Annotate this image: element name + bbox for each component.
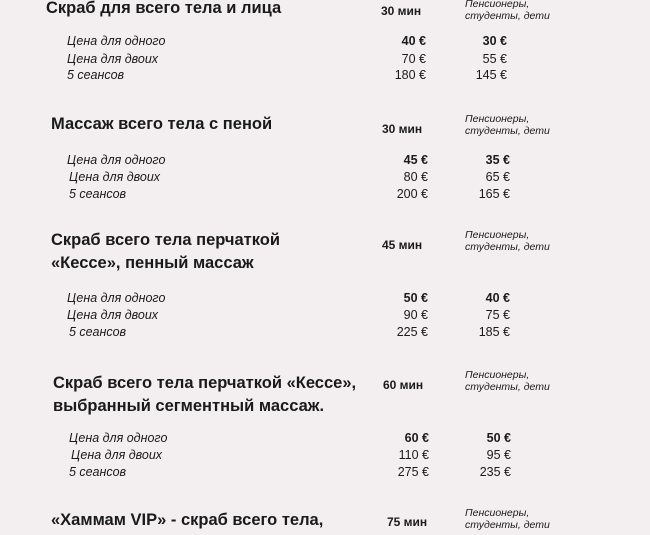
price-label: 5 сеансов <box>69 187 127 201</box>
price-label: 5 сеансов <box>69 465 127 479</box>
service-title <box>46 0 281 20</box>
price-row <box>0 464 650 481</box>
price-row <box>0 430 650 447</box>
price-value: 275 € <box>397 465 429 479</box>
price-value: 200 € <box>396 187 428 201</box>
price-value: 225 € <box>396 325 428 339</box>
price-value: 180 € <box>394 68 426 82</box>
discount-group-note <box>465 507 550 531</box>
price-value: 50 € <box>403 291 428 305</box>
discount-price-value: 95 € <box>486 448 511 462</box>
service-duration: 45 мин <box>382 238 423 252</box>
discount-price-value: 50 € <box>486 431 511 445</box>
discount-price-value: 75 € <box>485 308 510 322</box>
price-row <box>0 51 650 68</box>
discount-group-note <box>465 229 550 253</box>
service-title-line: Скраб всего тела перчаткой «Кессе», <box>53 374 357 392</box>
discount-price-value: 35 € <box>485 153 510 167</box>
discount-price-value: 65 € <box>485 170 510 184</box>
service-title-line: Массаж всего тела с пеной <box>51 115 273 133</box>
discount-group-note <box>465 0 550 22</box>
price-label: Цена для двоих <box>71 448 163 462</box>
note-line: студенты, дети <box>465 125 550 137</box>
discount-price-value: 235 € <box>479 465 511 479</box>
price-row <box>0 169 650 186</box>
discount-group-note <box>465 113 550 137</box>
note-line: студенты, дети <box>465 10 550 22</box>
note-line: Пенсионеры, <box>465 0 530 10</box>
note-line: студенты, дети <box>465 519 550 531</box>
price-label: Цена для двоих <box>67 308 159 322</box>
note-line: Пенсионеры, <box>465 369 530 381</box>
price-row <box>0 186 650 203</box>
price-row <box>0 152 650 169</box>
service-title <box>51 229 280 275</box>
price-value: 80 € <box>403 170 428 184</box>
price-value: 110 € <box>398 448 429 462</box>
discount-group-note <box>465 369 550 393</box>
price-row <box>0 33 650 50</box>
note-line: Пенсионеры, <box>465 229 530 241</box>
price-label: Цена для двоих <box>69 170 161 184</box>
service-title <box>53 372 356 418</box>
price-label: Цена для одного <box>67 34 166 48</box>
price-label: Цена для одного <box>67 153 166 167</box>
service-title <box>51 509 323 532</box>
service-title <box>51 113 272 136</box>
price-label: Цена для одного <box>69 431 168 445</box>
price-value: 40 € <box>401 34 426 48</box>
price-value: 60 € <box>404 431 429 445</box>
note-line: студенты, дети <box>465 241 550 253</box>
service-title-line: Скраб всего тела перчаткой <box>51 231 281 249</box>
service-title-line: Скраб для всего тела и лица <box>46 0 282 17</box>
note-line: Пенсионеры, <box>465 113 530 125</box>
price-row <box>0 324 650 341</box>
price-row <box>0 447 650 464</box>
price-label: Цена для одного <box>67 291 166 305</box>
service-title-line: «Хаммам VIP» - скраб всего тела, <box>51 511 324 529</box>
service-title-line: «Кессе», пенный массаж <box>51 254 254 272</box>
price-label: Цена для двоих <box>67 52 159 66</box>
service-title-line: выбранный сегментный массаж. <box>53 397 325 415</box>
service-duration: 60 мин <box>383 378 424 392</box>
note-line: студенты, дети <box>465 381 550 393</box>
discount-price-value: 40 € <box>485 291 510 305</box>
price-label: 5 сеансов <box>69 325 127 339</box>
discount-price-value: 30 € <box>482 34 507 48</box>
discount-price-value: 145 € <box>475 68 507 82</box>
price-value: 45 € <box>403 153 428 167</box>
note-line: Пенсионеры, <box>465 507 530 519</box>
price-value: 90 € <box>403 308 428 322</box>
discount-price-value: 55 € <box>482 52 507 66</box>
price-row <box>0 307 650 324</box>
price-label: 5 сеансов <box>67 68 125 82</box>
service-duration: 30 мин <box>381 4 422 18</box>
price-value: 70 € <box>401 52 426 66</box>
discount-price-value: 165 € <box>478 187 510 201</box>
discount-price-value: 185 € <box>478 325 510 339</box>
price-row <box>0 67 650 84</box>
service-duration: 75 мин <box>387 515 428 529</box>
price-row <box>0 290 650 307</box>
service-duration: 30 мин <box>382 122 423 136</box>
